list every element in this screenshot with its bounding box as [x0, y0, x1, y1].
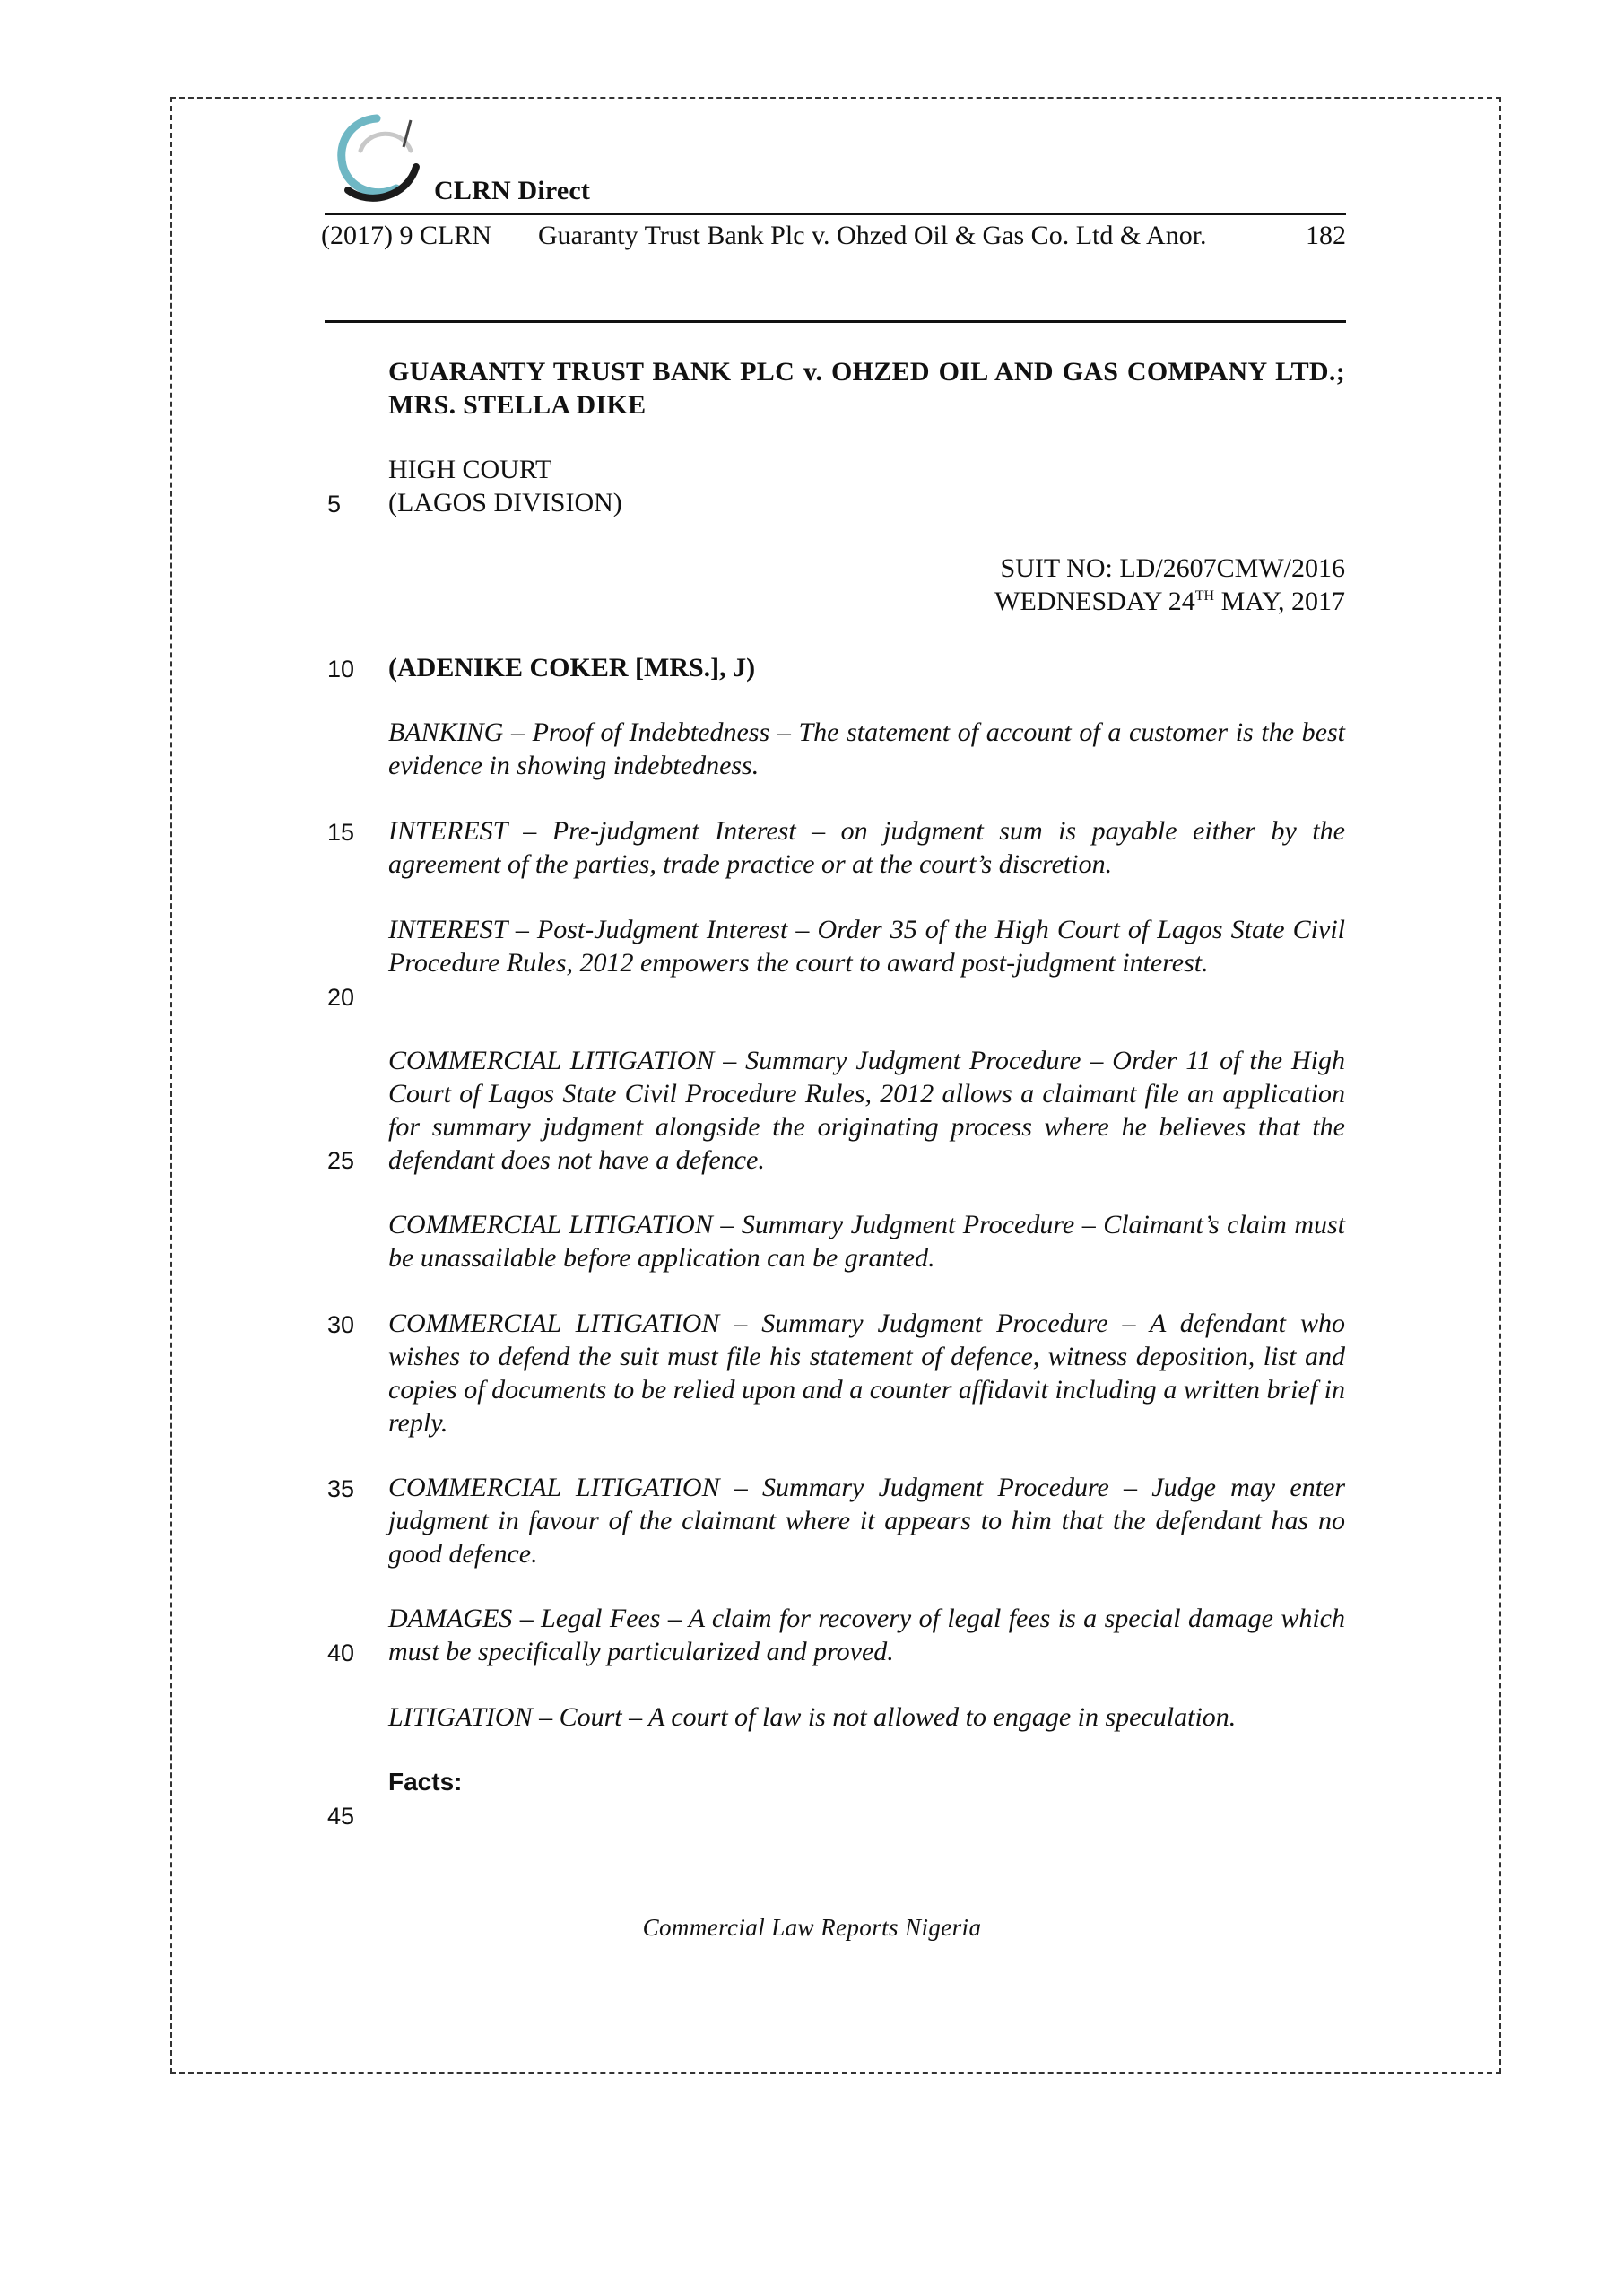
- headnote: DAMAGES – Legal Fees – A claim for recovery of legal fees is a special damage which must be specifically particularized and proved.: [388, 1604, 1345, 1666]
- headnote: COMMERCIAL LITIGATION – Summary Judgment Procedure – Judge may enter judgment in favour of the claimant where it appears to him that the defendant has no good defence.: [388, 1473, 1345, 1569]
- court-name: HIGH COURT: [388, 455, 552, 484]
- facts-heading-text: Facts:: [388, 1768, 463, 1796]
- header-rule: [325, 213, 1346, 215]
- footer: Commercial Law Reports Nigeria: [642, 1914, 982, 1941]
- judgment-date: [388, 585, 1345, 618]
- headnote: COMMERCIAL LITIGATION – Summary Judgment Procedure – Claimant’s claim must be unassailable before application can be granted.: [388, 1210, 1345, 1273]
- page-number: 182: [1306, 221, 1346, 250]
- headnote: INTEREST – Post-Judgment Interest – Order 35 of the High Court of Lagos State Civil Procedure Rules, 2012 empowers the court to award post-judgment interest.: [388, 915, 1345, 978]
- suit-number: SUIT NO: LD/2607CMW/2016: [1000, 553, 1345, 583]
- headnote: INTEREST – Pre-judgment Interest – on judgment sum is payable either by the agreement of the parties, trade practice or at the court’s discretion.: [388, 816, 1345, 879]
- line-number: 20: [327, 984, 355, 1011]
- judge: (ADENIKE COKER [MRS.], J): [388, 653, 756, 683]
- brand-name: CLRN Direct: [434, 176, 591, 205]
- date-ordinal: TH: [1194, 588, 1215, 604]
- line-number: 30: [327, 1311, 355, 1338]
- line-number: 45: [327, 1803, 355, 1830]
- court-division: (LAGOS DIVISION): [388, 488, 622, 517]
- headnote: BANKING – Proof of Indebtedness – The statement of account of a customer is the best evidence in showing indebtedness.: [388, 718, 1345, 780]
- running-title: Guaranty Trust Bank Plc v. Ohzed Oil & Gas Co. Ltd & Anor.: [538, 221, 1207, 250]
- line-number: 40: [327, 1639, 355, 1666]
- facts-heading: [388, 1765, 1345, 1798]
- line-number: 5: [327, 491, 342, 517]
- date-prefix: WEDNESDAY 24: [994, 587, 1195, 616]
- case-title: GUARANTY TRUST BANK PLC v. OHZED OIL AND GAS COMPANY LTD.; MRS. STELLA DIKE: [388, 357, 1345, 420]
- line-number: 10: [327, 656, 355, 683]
- citation: (2017) 9 CLRN: [321, 221, 491, 250]
- section-rule: [325, 320, 1346, 323]
- line-number: 25: [327, 1147, 355, 1174]
- clrn-logo-icon: [325, 111, 430, 210]
- headnote: COMMERCIAL LITIGATION – Summary Judgment Procedure – Order 11 of the High Court of Lagos State Civil Procedure Rules, 2012 allows a claimant file an application for summary judgment alongside the originating process where he believes that the defendant does not have a defence.: [388, 1046, 1345, 1175]
- date-suffix: MAY, 2017: [1214, 587, 1345, 616]
- headnote: COMMERCIAL LITIGATION – Summary Judgment Procedure – A defendant who wishes to defend the suit must file his statement of defence, witness deposition, list and copies of documents to be relied upon and a counter affidavit including a written brief in reply.: [388, 1309, 1345, 1438]
- headnote: LITIGATION – Court – A court of law is not allowed to engage in speculation.: [388, 1702, 1237, 1732]
- line-number: 15: [327, 819, 355, 846]
- line-number: 35: [327, 1475, 355, 1502]
